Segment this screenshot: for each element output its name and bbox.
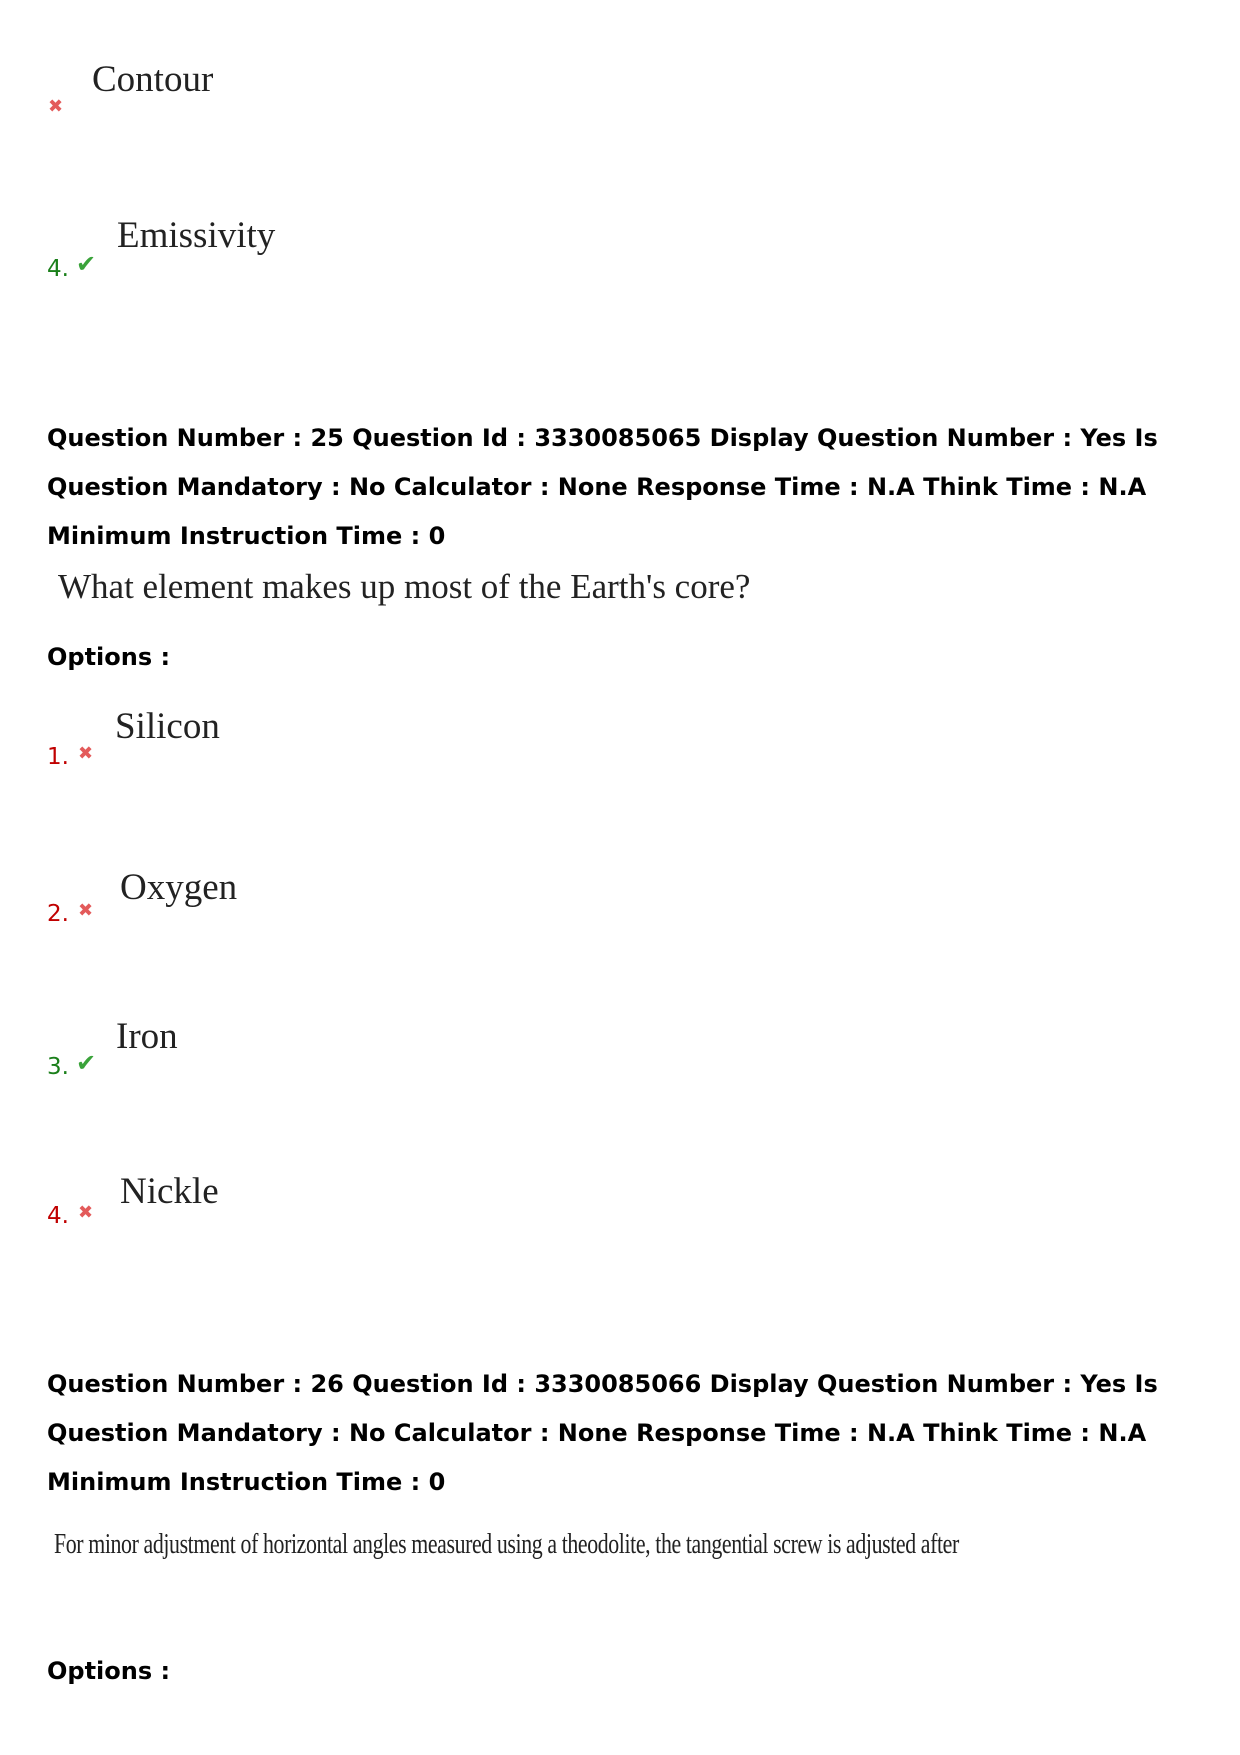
check-icon: ✔ (76, 1049, 97, 1077)
option-text: Contour (92, 59, 214, 100)
option-number: 2. (47, 901, 69, 927)
option-text: Silicon (115, 706, 220, 747)
option-text: Oxygen (120, 867, 238, 908)
question-25-text: What element makes up most of the Earth's core? (58, 567, 751, 606)
option-number: 4. (47, 256, 69, 282)
question-26-meta: Question Number : 26 Question Id : 3330085066 Display Question Number : Yes Is Question Mandatory : No Calculator : None Response Time : N.A Think Time : N.A Minimum Instruction Time : 0 (47, 1370, 1158, 1496)
question-26-options-label: Options : (47, 1657, 171, 1685)
option-text: Emissivity (117, 215, 276, 256)
check-icon: ✔ (76, 250, 97, 278)
question-26-text: For minor adjustment of horizontal angles measured using a theodolite, the tangential screw is adjusted after (54, 1529, 959, 1560)
question-25-meta: Question Number : 25 Question Id : 3330085065 Display Question Number : Yes Is Question Mandatory : No Calculator : None Response Time : N.A Think Time : N.A Minimum Instruction Time : 0 (47, 424, 1158, 550)
option-number: 4. (47, 1203, 69, 1229)
option-number: 3. (47, 1054, 69, 1080)
cross-icon: ✖ (78, 1202, 94, 1223)
option-text: Iron (116, 1016, 178, 1057)
cross-icon: ✖ (78, 900, 94, 921)
cross-icon: ✖ (78, 743, 94, 764)
option-text: Nickle (120, 1171, 219, 1212)
cross-icon: ✖ (48, 96, 64, 117)
question-25-options-label: Options : (47, 643, 171, 671)
option-number: 1. (47, 744, 69, 770)
